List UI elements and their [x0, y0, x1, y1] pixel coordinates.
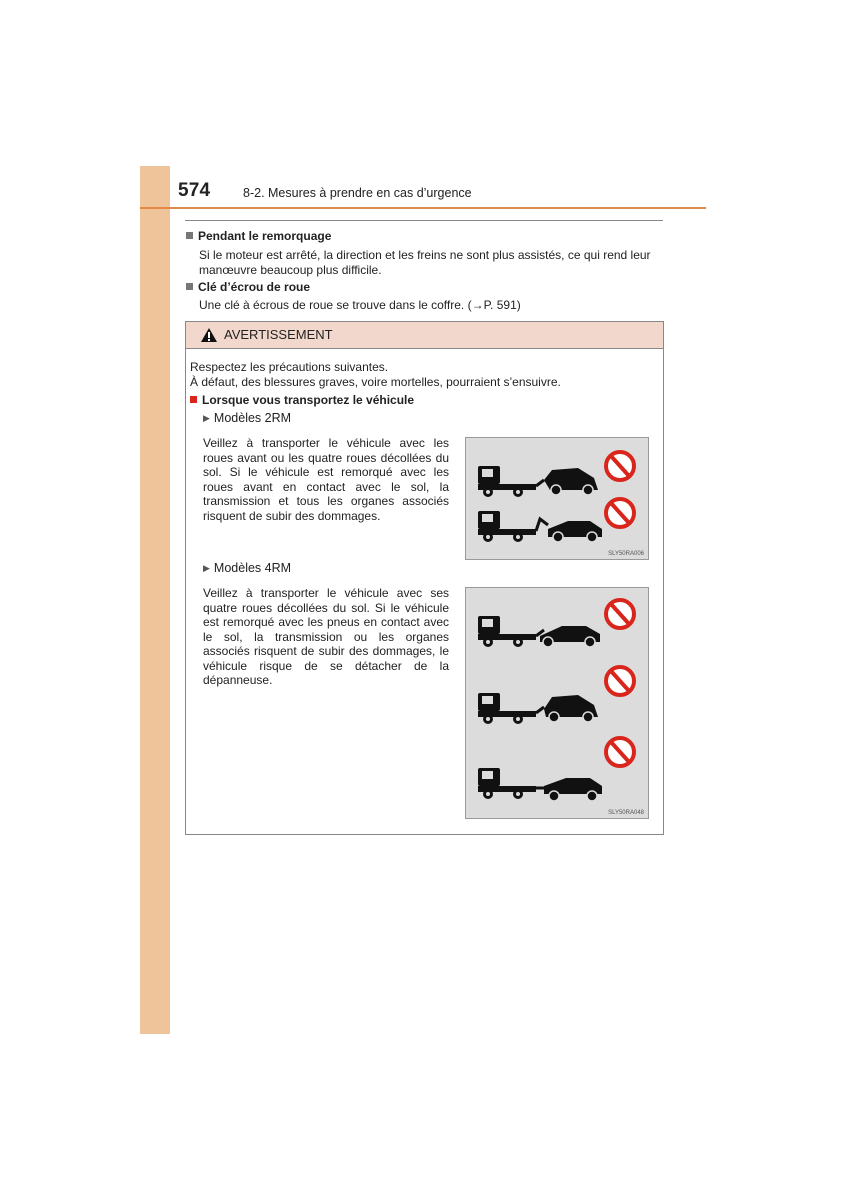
- section-towing-text: [199, 248, 659, 278]
- text-line: Si le moteur est arrêté, la direction et les freins ne sont plus assistés, ce qui rend leur: [199, 248, 651, 262]
- text-line: Une clé à écrous de roue se trouve dans le coffre. (→P. 591): [199, 298, 521, 312]
- warning-subsection: [190, 393, 414, 408]
- bullet-square-icon: [186, 232, 193, 239]
- chapter-side-tab: [140, 166, 170, 1034]
- warning-header: [186, 322, 663, 349]
- section-towing-heading: [186, 229, 331, 243]
- warning-intro: [190, 360, 561, 389]
- intro-line: Respectez les précautions suivantes.: [190, 360, 389, 374]
- model-4rm-label: [203, 561, 291, 576]
- subsection-title: Lorsque vous transportez le véhicule: [202, 393, 415, 407]
- chapter-title: 8-2. Mesures à prendre en cas d’urgence: [243, 186, 472, 200]
- model-label: Modèles 2RM: [213, 411, 292, 425]
- warning-box: [185, 321, 664, 835]
- tow-truck-rear-lifted: [478, 667, 634, 724]
- tow-truck-front-lifted: [478, 600, 634, 647]
- triangle-bullet-icon: ▶: [203, 413, 210, 423]
- warning-triangle-icon: [200, 327, 218, 343]
- tow-truck-wheels-down: [478, 738, 634, 801]
- tow-truck-illustration: [466, 588, 648, 818]
- section-wrench-heading: [186, 280, 310, 294]
- bullet-square-icon: [186, 283, 193, 290]
- figure-id: SLY50RA048: [608, 810, 644, 816]
- text-line: manœuvre beaucoup plus difficile.: [199, 263, 382, 277]
- model-label: Modèles 4RM: [213, 561, 292, 575]
- section-title: Clé d’écrou de roue: [198, 280, 311, 294]
- header-divider: [140, 207, 706, 209]
- page-number: 574: [178, 180, 211, 201]
- section-title: Pendant le remorquage: [198, 229, 332, 243]
- intro-line: À défaut, des blessures graves, voire mortelles, pourraient s’ensuivre.: [190, 374, 561, 389]
- tow-truck-front-lifted: [478, 452, 634, 497]
- model-4rm-text: Veillez à transporter le véhicule avec ses quatre roues décollées du sol. Si le véhicule est remorqué avec les pneus en contact avec le sol, la transmission ou les organes associés risquent de subir des dommages, le véhicule risque de se détacher de la dépanneuse.: [203, 586, 449, 687]
- content-divider: [185, 220, 663, 221]
- warning-title: AVERTISSEMENT: [224, 327, 333, 342]
- tow-truck-rear-lifted: [478, 499, 634, 542]
- triangle-bullet-icon: ▶: [203, 563, 210, 573]
- tow-truck-illustration: [466, 438, 648, 559]
- model-2rm-text: Veillez à transporter le véhicule avec les roues avant ou les quatre roues décollées du sol. Si le véhicule est remorqué avec les roues avant en contact avec le sol, la transmission et tous les organes associés risquent de subir des dommages.: [203, 436, 449, 523]
- model-2rm-label: [203, 411, 291, 426]
- red-bullet-icon: [190, 396, 197, 403]
- section-wrench-text: [199, 298, 659, 313]
- towing-4rm-figure: [465, 587, 649, 819]
- towing-2rm-figure: [465, 437, 649, 560]
- figure-id: SLY50RA006: [608, 551, 644, 557]
